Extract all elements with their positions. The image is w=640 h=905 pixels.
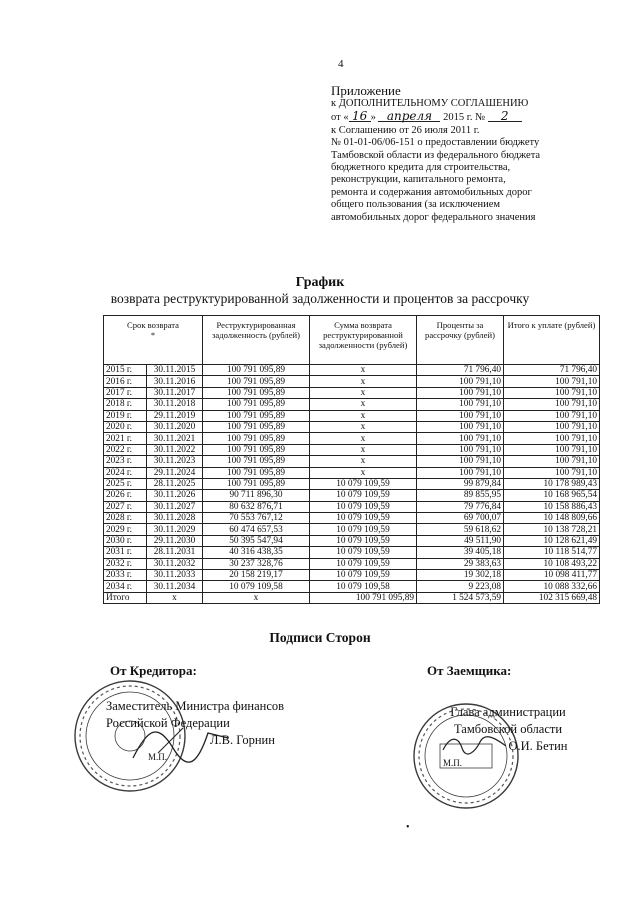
table-row	[104, 444, 600, 455]
table-row	[104, 467, 600, 478]
row-date: 30.11.2033	[147, 570, 203, 581]
row-year: 2020 г.	[104, 421, 147, 432]
totals-debt: х	[203, 592, 310, 603]
row-sum: х	[310, 433, 417, 444]
row-year: 2032 г.	[104, 558, 147, 569]
ink-dot: •	[406, 822, 410, 833]
date-day: 16	[349, 110, 371, 122]
row-total: 100 791,10	[504, 410, 600, 421]
row-debt: 40 316 438,35	[203, 547, 310, 558]
creditor-seal-mark: М.П.	[148, 752, 168, 762]
appendix-line6: бюджетного кредита для строительства,	[331, 162, 511, 174]
row-year: 2018 г.	[104, 399, 147, 410]
row-sum: 10 079 109,59	[310, 535, 417, 546]
row-debt: 10 079 109,58	[203, 581, 310, 592]
appendix-header	[331, 84, 631, 224]
appendix-line9: общего пользования (за исключением	[331, 199, 501, 211]
debtor-position-1: Глава администрации	[450, 705, 566, 719]
row-date: 30.11.2032	[147, 558, 203, 569]
row-date: 28.11.2025	[147, 478, 203, 489]
row-debt: 50 395 547,94	[203, 535, 310, 546]
row-date: 30.11.2017	[147, 387, 203, 398]
debtor-seal-mark: М.П.	[443, 758, 463, 768]
row-date: 30.11.2026	[147, 490, 203, 501]
row-date: 28.11.2031	[147, 547, 203, 558]
row-year: 2019 г.	[104, 410, 147, 421]
creditor-name: Л.В. Горнин	[210, 733, 275, 747]
row-date: 30.11.2020	[147, 421, 203, 432]
row-debt: 20 158 219,17	[203, 570, 310, 581]
totals-interest: 1 524 573,59	[417, 592, 504, 603]
row-debt: 100 791 095,89	[203, 410, 310, 421]
debtor-position-2: Тамбовской области	[453, 722, 563, 736]
table-row	[104, 570, 600, 581]
row-interest: 39 405,18	[417, 547, 504, 558]
row-sum: 10 079 109,59	[310, 524, 417, 535]
row-date: 30.11.2027	[147, 501, 203, 512]
row-sum: 10 079 109,59	[310, 513, 417, 524]
row-debt: 100 791 095,89	[203, 478, 310, 489]
row-total: 10 088 332,66	[504, 581, 600, 592]
row-debt: 100 791 095,89	[203, 387, 310, 398]
totals-date: х	[147, 592, 203, 603]
row-debt: 100 791 095,89	[203, 444, 310, 455]
page-number: 4	[338, 58, 344, 70]
table-row	[104, 547, 600, 558]
date-suffix: г. №	[466, 112, 486, 124]
repayment-schedule-table	[103, 315, 600, 604]
header-term: Срок возврата *	[104, 316, 203, 365]
header-interest: Проценты за рассрочку (рублей)	[417, 316, 504, 365]
debtor-name: О.И. Бетин	[508, 739, 568, 753]
creditor-heading: От Кредитора:	[110, 663, 197, 678]
row-year: 2025 г.	[104, 478, 147, 489]
row-year: 2017 г.	[104, 387, 147, 398]
row-interest: 71 796,40	[417, 365, 504, 376]
row-year: 2033 г.	[104, 570, 147, 581]
row-year: 2022 г.	[104, 444, 147, 455]
row-debt: 70 553 767,12	[203, 513, 310, 524]
table-row	[104, 478, 600, 489]
row-year: 2027 г.	[104, 501, 147, 512]
row-debt: 100 791 095,89	[203, 433, 310, 444]
row-year: 2030 г.	[104, 535, 147, 546]
row-sum: х	[310, 467, 417, 478]
row-date: 30.11.2029	[147, 524, 203, 535]
row-total: 100 791,10	[504, 444, 600, 455]
row-total: 10 178 989,43	[504, 478, 600, 489]
table-row	[104, 535, 600, 546]
totals-sum: 100 791 095,89	[310, 592, 417, 603]
table-row	[104, 490, 600, 501]
row-date: 30.11.2015	[147, 365, 203, 376]
row-interest: 100 791,10	[417, 467, 504, 478]
row-total: 100 791,10	[504, 456, 600, 467]
row-year: 2023 г.	[104, 456, 147, 467]
totals-label: Итого	[104, 592, 147, 603]
row-debt: 100 791 095,89	[203, 399, 310, 410]
row-total: 10 168 965,54	[504, 490, 600, 501]
row-interest: 69 700,07	[417, 513, 504, 524]
row-total: 10 138 728,21	[504, 524, 600, 535]
date-mid: »	[370, 112, 376, 124]
row-sum: 10 079 109,59	[310, 547, 417, 558]
appendix-title: Приложение	[331, 83, 401, 98]
row-interest: 89 855,95	[417, 490, 504, 501]
row-debt: 100 791 095,89	[203, 365, 310, 376]
row-interest: 59 618,62	[417, 524, 504, 535]
row-date: 29.11.2030	[147, 535, 203, 546]
row-year: 2024 г.	[104, 467, 147, 478]
row-sum: 10 079 109,59	[310, 478, 417, 489]
table-row	[104, 399, 600, 410]
row-interest: 100 791,10	[417, 399, 504, 410]
row-debt: 30 237 328,76	[203, 558, 310, 569]
row-sum: х	[310, 444, 417, 455]
creditor-position-1: Заместитель Министра финансов	[106, 699, 285, 713]
table-row	[104, 410, 600, 421]
agreement-number: 2	[488, 110, 522, 122]
table-row	[104, 433, 600, 444]
row-date: 30.11.2023	[147, 456, 203, 467]
table-row	[104, 376, 600, 387]
row-date: 30.11.2034	[147, 581, 203, 592]
row-total: 100 791,10	[504, 433, 600, 444]
signatures-title: Подписи Сторон	[269, 630, 371, 645]
row-interest: 19 302,18	[417, 570, 504, 581]
debtor-signature-block	[433, 704, 583, 772]
schedule-title: График	[295, 275, 345, 290]
date-year: 2015	[443, 112, 465, 124]
row-interest: 100 791,10	[417, 421, 504, 432]
row-year: 2034 г.	[104, 581, 147, 592]
table-row	[104, 501, 600, 512]
row-debt: 80 632 876,71	[203, 501, 310, 512]
row-total: 71 796,40	[504, 365, 600, 376]
row-year: 2028 г.	[104, 513, 147, 524]
row-total: 100 791,10	[504, 467, 600, 478]
row-date: 30.11.2022	[147, 444, 203, 455]
row-year: 2015 г.	[104, 365, 147, 376]
row-interest: 29 383,63	[417, 558, 504, 569]
appendix-line4: № 01-01-06/06-151 о предоставлении бюджету	[331, 137, 540, 149]
row-total: 10 108 493,22	[504, 558, 600, 569]
row-debt: 60 474 657,53	[203, 524, 310, 535]
appendix-line3: к Соглашению от 26 июля 2011 г.	[331, 124, 480, 136]
row-sum: х	[310, 421, 417, 432]
creditor-signature-block	[106, 698, 284, 766]
row-sum: 10 079 109,59	[310, 490, 417, 501]
row-debt: 90 711 896,30	[203, 490, 310, 501]
row-total: 10 118 514,77	[504, 547, 600, 558]
row-sum: х	[310, 399, 417, 410]
row-sum: х	[310, 365, 417, 376]
row-total: 10 128 621,49	[504, 535, 600, 546]
row-sum: х	[310, 410, 417, 421]
table-row	[104, 421, 600, 432]
header-debt: Реструктурированная задолженность (рублей)	[203, 316, 310, 365]
row-year: 2029 г.	[104, 524, 147, 535]
row-interest: 100 791,10	[417, 444, 504, 455]
table-header-row	[104, 316, 600, 365]
row-sum: х	[310, 376, 417, 387]
row-year: 2021 г.	[104, 433, 147, 444]
row-interest: 100 791,10	[417, 410, 504, 421]
appendix-date-line	[331, 110, 631, 124]
appendix-line1: к ДОПОЛНИТЕЛЬНОМУ СОГЛАШЕНИЮ	[331, 98, 529, 109]
row-debt: 100 791 095,89	[203, 456, 310, 467]
appendix-line5: Тамбовской области из федерального бюджета	[331, 149, 541, 161]
appendix-line8: ремонта и содержания автомобильных дорог	[331, 186, 532, 198]
row-total: 100 791,10	[504, 421, 600, 432]
table-row	[104, 513, 600, 524]
debtor-heading: От Заемщика:	[427, 663, 512, 678]
row-sum: 10 079 109,59	[310, 558, 417, 569]
row-interest: 100 791,10	[417, 433, 504, 444]
row-interest: 79 776,84	[417, 501, 504, 512]
header-total: Итого к уплате (рублей)	[504, 316, 600, 365]
row-date: 29.11.2019	[147, 410, 203, 421]
row-date: 30.11.2016	[147, 376, 203, 387]
row-sum: 10 079 109,59	[310, 501, 417, 512]
row-sum: х	[310, 387, 417, 398]
row-date: 30.11.2018	[147, 399, 203, 410]
table-row	[104, 581, 600, 592]
row-sum: х	[310, 456, 417, 467]
row-interest: 100 791,10	[417, 387, 504, 398]
date-prefix: от «	[331, 112, 349, 124]
row-date: 30.11.2028	[147, 513, 203, 524]
row-total: 100 791,10	[504, 376, 600, 387]
table-row	[104, 456, 600, 467]
totals-row	[104, 592, 600, 603]
row-total: 10 098 411,77	[504, 570, 600, 581]
table-row	[104, 524, 600, 535]
creditor-position-2: Российской Федерации	[106, 716, 230, 730]
row-date: 30.11.2021	[147, 433, 203, 444]
row-interest: 49 511,90	[417, 535, 504, 546]
row-date: 29.11.2024	[147, 467, 203, 478]
row-debt: 100 791 095,89	[203, 376, 310, 387]
table-body	[104, 365, 600, 593]
row-debt: 100 791 095,89	[203, 467, 310, 478]
row-total: 10 158 886,43	[504, 501, 600, 512]
row-year: 2016 г.	[104, 376, 147, 387]
row-year: 2026 г.	[104, 490, 147, 501]
row-interest: 100 791,10	[417, 376, 504, 387]
header-sum: Сумма возврата реструктурированной задолженности (рублей)	[310, 316, 417, 365]
appendix-line7: реконструкции, капитального ремонта,	[331, 174, 506, 186]
row-total: 10 148 809,66	[504, 513, 600, 524]
totals-total: 102 315 669,48	[504, 592, 600, 603]
table-row	[104, 558, 600, 569]
table-row	[104, 387, 600, 398]
row-total: 100 791,10	[504, 387, 600, 398]
row-interest: 9 223,08	[417, 581, 504, 592]
row-year: 2031 г.	[104, 547, 147, 558]
row-interest: 99 879,84	[417, 478, 504, 489]
row-interest: 100 791,10	[417, 456, 504, 467]
row-sum: 10 079 109,58	[310, 581, 417, 592]
row-debt: 100 791 095,89	[203, 421, 310, 432]
row-sum: 10 079 109,59	[310, 570, 417, 581]
schedule-subtitle: возврата реструктурированной задолженности и процентов за рассрочку	[110, 291, 530, 306]
row-total: 100 791,10	[504, 399, 600, 410]
table-row	[104, 365, 600, 376]
appendix-line10: автомобильных дорог федерального значения	[331, 211, 536, 223]
date-month: апреля	[378, 110, 440, 122]
